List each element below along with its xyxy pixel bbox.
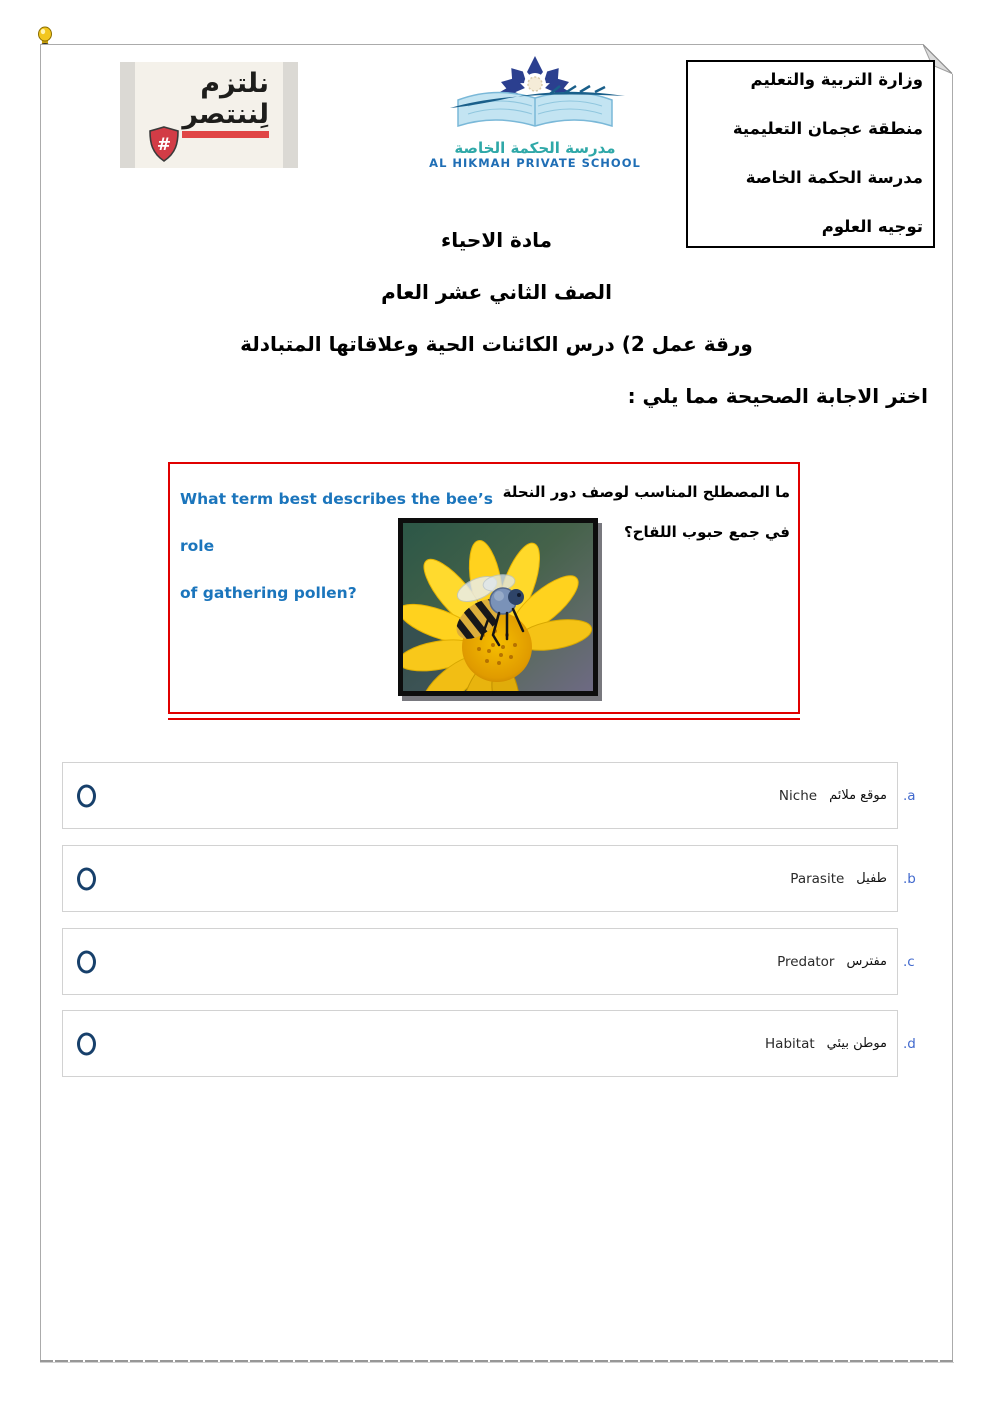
option-row-a[interactable] bbox=[62, 762, 898, 829]
svg-text:#: # bbox=[156, 135, 172, 155]
option-c-radio[interactable] bbox=[77, 950, 96, 973]
question-box bbox=[168, 462, 800, 714]
info-line-science: توجيه العلوم bbox=[821, 217, 923, 236]
option-a-label: a. bbox=[903, 788, 916, 804]
ministry-info-box bbox=[686, 60, 935, 248]
option-c-arabic: مفترس bbox=[846, 954, 887, 969]
question-text-arabic: ما المصطلح المناسب لوصف دور النحلة في جمع حبوب اللقاح؟ bbox=[502, 483, 790, 541]
option-d-label: d. bbox=[903, 1036, 916, 1052]
school-emblem-icon bbox=[440, 56, 630, 140]
instruction-title: اختر الاجابة الصحيحة مما يلي : bbox=[627, 384, 928, 408]
option-b-arabic: طفيل bbox=[856, 871, 887, 886]
badge-line1: نلتزم bbox=[200, 68, 269, 99]
option-row-d[interactable] bbox=[62, 1010, 898, 1077]
worksheet-title: ورقة عمل 2) درس الكائنات الحية وعلاقاتها المتبادلة bbox=[240, 332, 753, 356]
option-d-english: Habitat bbox=[765, 1035, 815, 1052]
info-line-ministry: وزارة التربية والتعليم bbox=[750, 70, 923, 89]
option-a-radio[interactable] bbox=[77, 784, 96, 807]
grade-title: الصف الثاني عشر العام bbox=[381, 280, 612, 304]
question-english-line2: of gathering pollen? bbox=[180, 584, 357, 602]
option-d-radio[interactable] bbox=[77, 1032, 96, 1055]
option-d-arabic: موطن بيئي bbox=[826, 1036, 887, 1051]
hashtag-shield-icon bbox=[147, 125, 181, 163]
badge-line2: لِننتصر bbox=[182, 99, 269, 138]
option-row-c[interactable] bbox=[62, 928, 898, 995]
option-c-english: Predator bbox=[777, 953, 835, 970]
option-c-label: c. bbox=[903, 954, 915, 970]
option-b-english: Parasite bbox=[790, 870, 845, 887]
option-b-label: b. bbox=[903, 871, 916, 887]
school-name-english: AL HIKMAH PRIVATE SCHOOL bbox=[429, 156, 641, 170]
question-english-line1: What term best describes the bee’s role bbox=[180, 490, 493, 555]
option-a-english: Niche bbox=[778, 787, 818, 804]
school-name-arabic: مدرسة الحكمة الخاصة bbox=[454, 139, 616, 157]
option-row-b[interactable] bbox=[62, 845, 898, 912]
bee-flower-image bbox=[398, 518, 598, 696]
subject-title: مادة الاحياء bbox=[441, 228, 552, 252]
school-emblem bbox=[428, 56, 642, 174]
option-a-arabic: موقع ملائم bbox=[829, 788, 887, 803]
info-line-school: مدرسة الحكمة الخاصة bbox=[745, 168, 923, 187]
info-line-zone: منطقة عجمان التعليمية bbox=[732, 119, 923, 138]
question-box-underline bbox=[168, 718, 800, 720]
option-b-radio[interactable] bbox=[77, 867, 96, 890]
bottom-dashed-rule bbox=[40, 1360, 954, 1363]
commitment-badge bbox=[120, 62, 298, 168]
